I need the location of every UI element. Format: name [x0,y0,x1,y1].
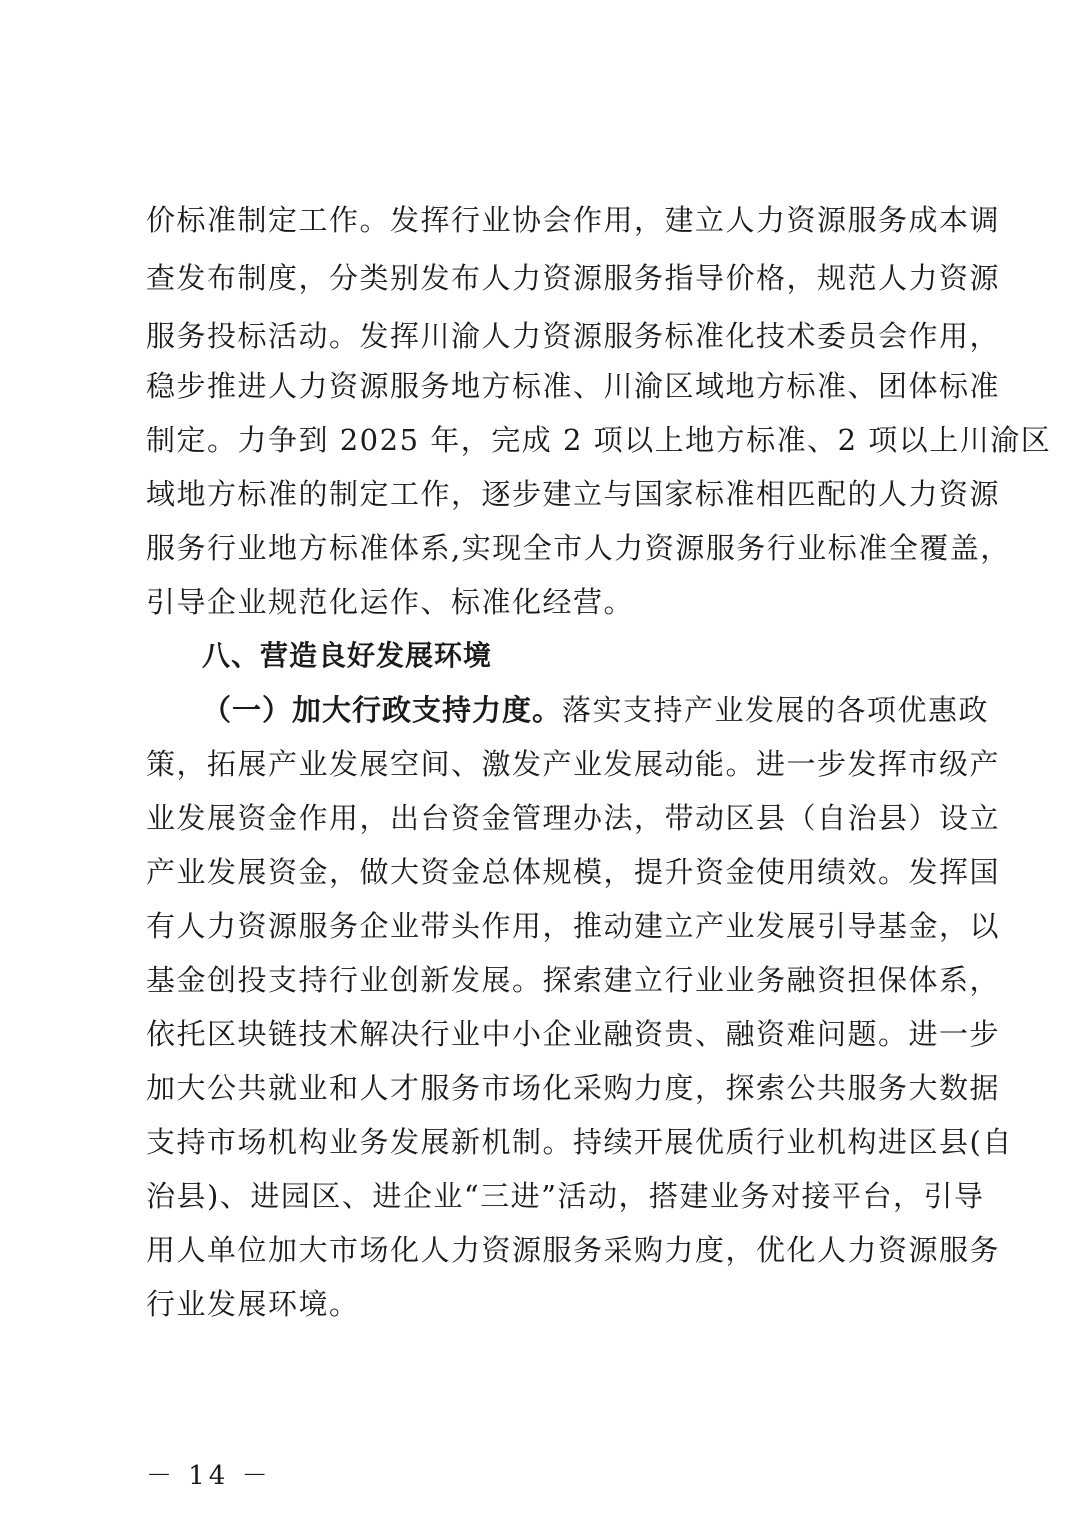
subsection-first-line [202,690,990,730]
paragraph-line: 用人单位加大市场化人力资源服务采购力度，优化人力资源服务 [146,1233,1001,1267]
section-heading: 八、营造良好发展环境 [202,639,493,672]
subsection-lead-in: （一）加大行政支持力度。 [202,693,563,727]
paragraph-line: 业发展资金作用，出台资金管理办法，带动区县（自治县）设立 [146,801,1001,835]
paragraph-line: 查发布制度，分类别发布人力资源服务指导价格，规范人力资源 [146,261,1001,295]
paragraph-line: 服务投标活动。发挥川渝人力资源服务标准化技术委员会作用， [146,319,1001,353]
paragraph-line: 基金创投支持行业创新发展。探索建立行业业务融资担保体系， [146,963,1001,997]
paragraph-line: 有人力资源服务企业带头作用，推动建立产业发展引导基金，以 [146,909,1001,943]
subsection-first-line-text: 落实支持产业发展的各项优惠政 [562,693,990,727]
paragraph-line: 制定。力争到 2025 年，完成 2 项以上地方标准、2 项以上川渝区 [146,423,1052,457]
paragraph-line: 支持市场机构业务发展新机制。持续开展优质行业机构进区县(自 [146,1125,1013,1159]
paragraph-line: 稳步推进人力资源服务地方标准、川渝区域地方标准、团体标准 [146,369,1001,403]
paragraph-line: 服务行业地方标准体系,实现全市人力资源服务行业标准全覆盖， [146,531,1011,565]
paragraph-line: 价标准制定工作。发挥行业协会作用，建立人力资源服务成本调 [146,203,1001,237]
paragraph-line: 治县)、进园区、进企业“三进”活动，搭建业务对接平台，引导 [146,1179,985,1213]
paragraph-line: 策，拓展产业发展空间、激发产业发展动能。进一步发挥市级产 [146,747,1001,781]
paragraph-line: 行业发展环境。 [146,1287,360,1321]
paragraph-line: 产业发展资金，做大资金总体规模，提升资金使用绩效。发挥国 [146,855,1001,889]
paragraph-line: 域地方标准的制定工作，逐步建立与国家标准相匹配的人力资源 [146,477,1001,511]
paragraph-line: 引导企业规范化运作、标准化经营。 [146,585,635,619]
paragraph-line: 加大公共就业和人才服务市场化采购力度，探索公共服务大数据 [146,1071,1001,1105]
paragraph-line: 依托区块链技术解决行业中小企业融资贵、融资难问题。进一步 [146,1017,1001,1051]
page-number: － 14 － [146,1461,272,1491]
